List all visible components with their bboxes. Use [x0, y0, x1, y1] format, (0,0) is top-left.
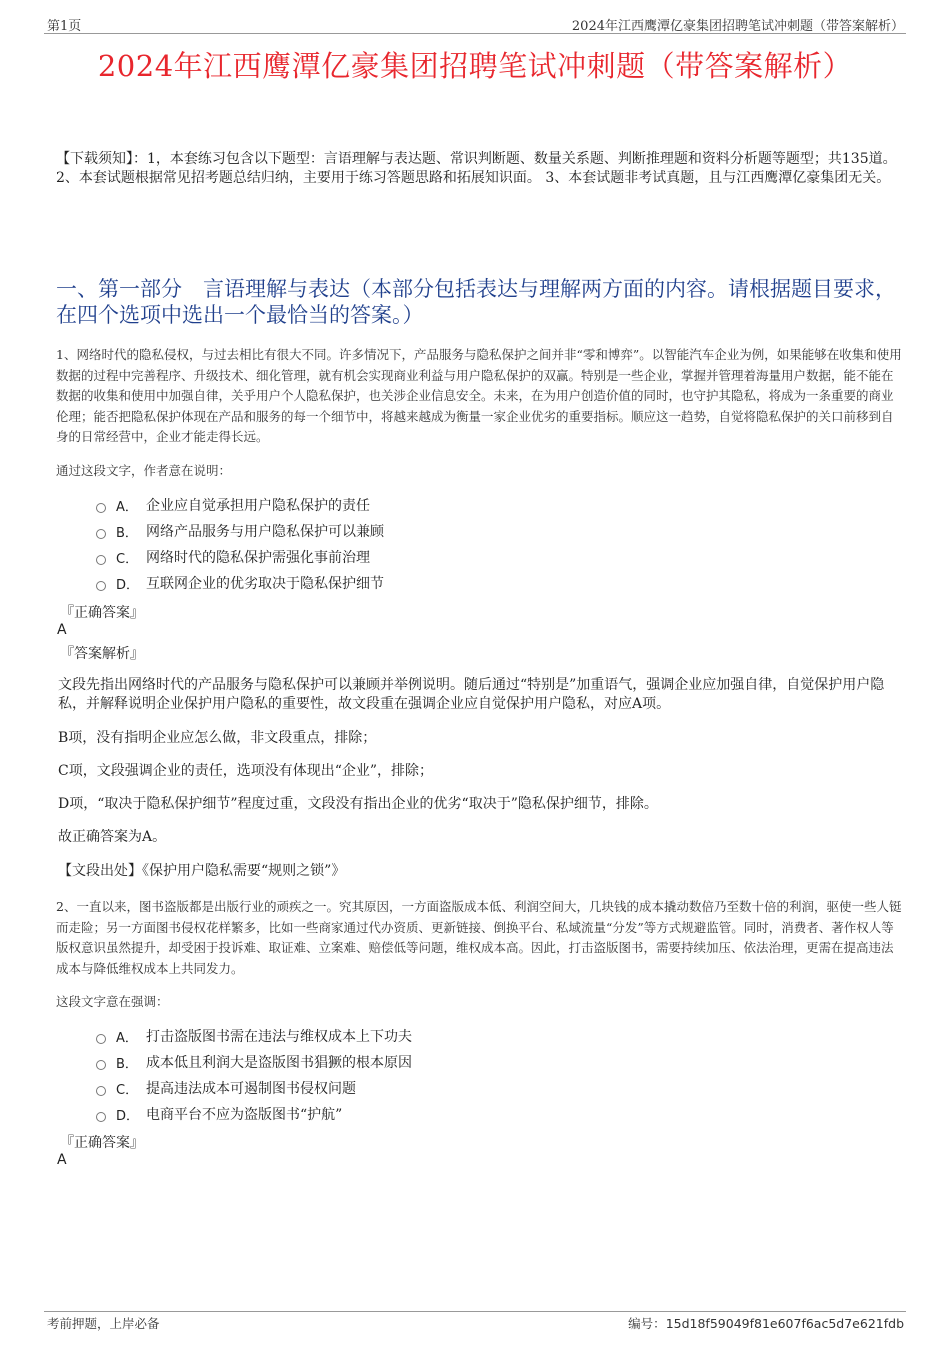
option-text: 打击盗版图书需在违法与维权成本上下功夫	[146, 1029, 412, 1045]
correct-answer: A	[57, 622, 67, 638]
correct-answer: A	[57, 1152, 67, 1168]
answer-label: 『正确答案』	[60, 1135, 144, 1151]
question-1-options	[96, 492, 384, 596]
option-letter: C．	[116, 551, 139, 567]
question-1-prompt: 通过这段文字，作者意在说明：	[56, 463, 232, 478]
footer-divider	[44, 1311, 906, 1312]
option-b[interactable]	[96, 1049, 412, 1075]
question-2-options	[96, 1023, 412, 1127]
analysis-conclusion: 故正确答案为A。	[58, 829, 167, 845]
option-b[interactable]	[96, 518, 384, 544]
option-text: 网络时代的隐私保护需强化事前治理	[146, 550, 370, 566]
analysis-label: 『答案解析』	[60, 646, 144, 662]
option-letter: A．	[116, 499, 138, 515]
option-a[interactable]	[96, 1023, 412, 1049]
option-d[interactable]	[96, 570, 384, 596]
radio-icon[interactable]	[96, 1086, 106, 1096]
option-text: 成本低且利润大是盗版图书猖獗的根本原因	[146, 1055, 412, 1071]
analysis-paragraph: B项，没有指明企业应怎么做，非文段重点，排除；	[58, 730, 377, 746]
section-title: 一、第一部分 言语理解与表达（本部分包括表达与理解两方面的内容。请根据题目要求，在四个选项中选出一个最恰当的答案。）	[56, 277, 896, 327]
option-letter: A．	[116, 1030, 138, 1046]
option-text: 网络产品服务与用户隐私保护可以兼顾	[146, 524, 384, 540]
header-divider	[44, 33, 906, 34]
option-letter: B．	[116, 1056, 138, 1072]
download-notice: 【下载须知】：1，本套练习包含以下题型：言语理解与表达题、常识判断题、数量关系题、判断推理题和资料分析题等题型；共135道。 2、本套试题根据常见招考题总结归纳，主要用于练习答题思路和拓展知识面。 3、本套试题非考试真题，且与江西鹰潭亿豪集团无关。	[56, 151, 897, 186]
radio-icon[interactable]	[96, 503, 106, 513]
analysis-paragraph: C项，文段强调企业的责任，选项没有体现出“企业”，排除；	[58, 763, 434, 779]
footer-slogan: 考前押题，上岸必备	[47, 1316, 160, 1331]
radio-icon[interactable]	[96, 1060, 106, 1070]
radio-icon[interactable]	[96, 529, 106, 539]
option-c[interactable]	[96, 544, 384, 570]
option-text: 企业应自觉承担用户隐私保护的责任	[146, 498, 370, 514]
option-text: 提高违法成本可遏制图书侵权问题	[146, 1081, 356, 1097]
radio-icon[interactable]	[96, 555, 106, 565]
option-c[interactable]	[96, 1075, 412, 1101]
radio-icon[interactable]	[96, 581, 106, 591]
question-1-text: 1、网络时代的隐私侵权，与过去相比有很大不同。许多情况下，产品服务与隐私保护之间并非“零和博弈”。以智能汽车企业为例，如果能够在收集和使用数据的过程中完善程序、升级技术、细化管理，就有机会实现商业利益与用户隐私保护的双赢。特别是一些企业，掌握并管理着海量用户数据，能不能在数据的收集和使用中加强自律，关乎用户个人隐私保护，也关涉企业信息安全。未来，在为用户创造价值的同时，也守护其隐私，将成为一条重要的商业伦理；能否把隐私保护体现在产品和服务的每一个细节中，将越来越成为衡量一家企业优劣的重要指标。顺应这一趋势，自觉将隐私保护的关口前移到自身的日常经营中，企业才能走得长远。	[56, 347, 902, 444]
option-letter: D．	[116, 1108, 140, 1124]
option-letter: C．	[116, 1082, 139, 1098]
option-text: 电商平台不应为盗版图书“护航”	[146, 1107, 343, 1123]
question-2-text: 2、一直以来，图书盗版都是出版行业的顽疾之一。究其原因，一方面盗版成本低、利润空间大，几块钱的成本撬动数倍乃至数十倍的利润，驱使一些人铤而走险；另一方面图书侵权花样繁多，比如一些商家通过代办资质、更新链接、倒换平台、私域流量“分发”等方式规避监管。同时，消费者、著作权人等版权意识虽然提升，却受困于投诉难、取证难、立案难、赔偿低等问题，维权成本高。因此，打击盗版图书，需要持续加压、依法治理，更需在提高违法成本与降低维权成本上共同发力。	[56, 899, 902, 976]
page-header-page-number: 第1页	[47, 19, 82, 34]
answer-label: 『正确答案』	[60, 605, 144, 621]
document-title: 2024年江西鹰潭亿豪集团招聘笔试冲刺题（带答案解析）	[97, 49, 853, 83]
question-2-prompt: 这段文字意在强调：	[56, 994, 169, 1009]
option-text: 互联网企业的优劣取决于隐私保护细节	[146, 576, 384, 592]
analysis-paragraph: D项，“取决于隐私保护细节”程度过重，文段没有指出企业的优劣“取决于”隐私保护细节，排除。	[58, 796, 658, 812]
footer-code-value: 15d18f59049f81e607f6ac5d7e621fdb	[665, 1316, 904, 1331]
page-header-doc-title: 2024年江西鹰潭亿豪集团招聘笔试冲刺题（带答案解析）	[571, 19, 904, 34]
analysis-paragraph: 文段先指出网络时代的产品服务与隐私保护可以兼顾并举例说明。随后通过“特别是”加重语气，强调企业应加强自律，自觉保护用户隐私，并解释说明企业保护用户隐私的重要性，故文段重在强调企业应自觉保护用户隐私，对应A项。	[58, 677, 885, 712]
radio-icon[interactable]	[96, 1034, 106, 1044]
option-d[interactable]	[96, 1101, 412, 1127]
source-citation: 【文段出处】《保护用户隐私需要“规则之锁”》	[58, 863, 346, 879]
radio-icon[interactable]	[96, 1112, 106, 1122]
footer-code-label: 编号：	[628, 1316, 666, 1331]
option-a[interactable]	[96, 492, 384, 518]
footer-code	[628, 1314, 904, 1332]
option-letter: D．	[116, 577, 140, 593]
option-letter: B．	[116, 525, 138, 541]
